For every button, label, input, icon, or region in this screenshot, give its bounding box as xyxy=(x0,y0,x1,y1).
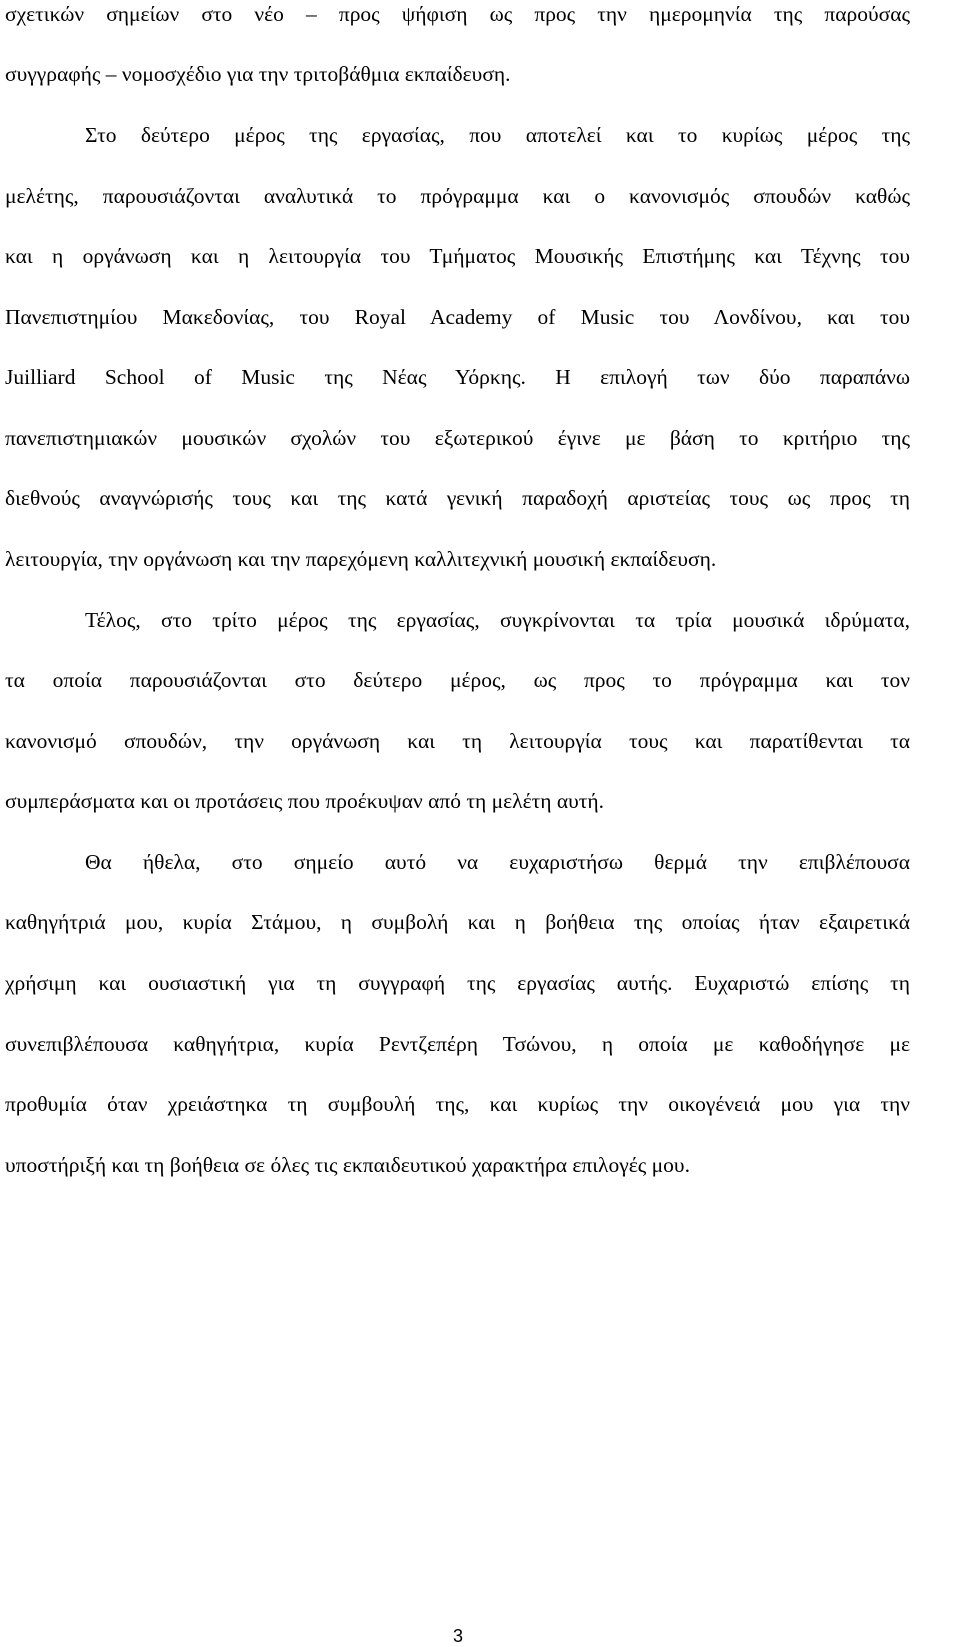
text-line: προθυμία όταν χρειάστηκα τη συμβουλή της, και κυρίως την οικογένειά μου για την xyxy=(5,1092,910,1116)
paragraph-first-line: Τέλος, στο τρίτο μέρος της εργασίας, συγκρίνονται τα τρία μουσικά ιδρύματα, xyxy=(85,608,910,632)
text-line: και η οργάνωση και η λειτουργία του Τμήματος Μουσικής Επιστήμης και Τέχνης του xyxy=(5,244,910,268)
paragraph-first-line: Θα ήθελα, στο σημείο αυτό να ευχαριστήσω θερμά την επιβλέπουσα xyxy=(85,850,910,874)
text-line: συμπεράσματα και οι προτάσεις που προέκυψαν από τη μελέτη αυτή. xyxy=(5,789,605,813)
page-number: 3 xyxy=(452,1626,463,1646)
text-line: Juilliard School of Music της Νέας Υόρκης. Η επιλογή των δύο παραπάνω xyxy=(5,365,910,389)
text-line: συγγραφής – νομοσχέδιο για την τριτοβάθμια εκπαίδευση. xyxy=(5,62,511,86)
text-line: πανεπιστημιακών μουσικών σχολών του εξωτερικού έγινε με βάση το κριτήριο της xyxy=(5,426,910,450)
text-line: κανονισμό σπουδών, την οργάνωση και τη λειτουργία τους και παρατίθενται τα xyxy=(5,729,910,753)
text-line: χρήσιμη και ουσιαστική για τη συγγραφή της εργασίας αυτής. Ευχαριστώ επίσης τη xyxy=(5,971,910,995)
text-line: συνεπιβλέπουσα καθηγήτρια, κυρία Ρεντζεπέρη Τσώνου, η οποία με καθοδήγησε με xyxy=(5,1032,910,1056)
text-line: σχετικών σημείων στο νέο – προς ψήφιση ως προς την ημερομηνία της παρούσας xyxy=(5,2,910,26)
text-line: τα οποία παρουσιάζονται στο δεύτερο μέρος, ως προς το πρόγραμμα και τον xyxy=(5,668,910,692)
paragraph-first-line: Στο δεύτερο μέρος της εργασίας, που αποτελεί και το κυρίως μέρος της xyxy=(85,123,910,147)
text-line: διεθνούς αναγνώρισής τους και της κατά γενική παραδοχή αριστείας τους ως προς τη xyxy=(5,486,910,510)
text-line: λειτουργία, την οργάνωση και την παρεχόμενη καλλιτεχνική μουσική εκπαίδευση. xyxy=(5,547,717,571)
text-line: υποστήριξή και τη βοήθεια σε όλες τις εκπαιδευτικού χαρακτήρα επιλογές μου. xyxy=(5,1153,690,1177)
text-line: μελέτης, παρουσιάζονται αναλυτικά το πρόγραμμα και ο κανονισμός σπουδών καθώς xyxy=(5,184,910,208)
text-line: καθηγήτριά μου, κυρία Στάμου, η συμβολή και η βοήθεια της οποίας ήταν εξαιρετικά xyxy=(5,910,910,934)
text-line: Πανεπιστημίου Μακεδονίας, του Royal Academy of Music του Λονδίνου, και του xyxy=(5,305,910,329)
